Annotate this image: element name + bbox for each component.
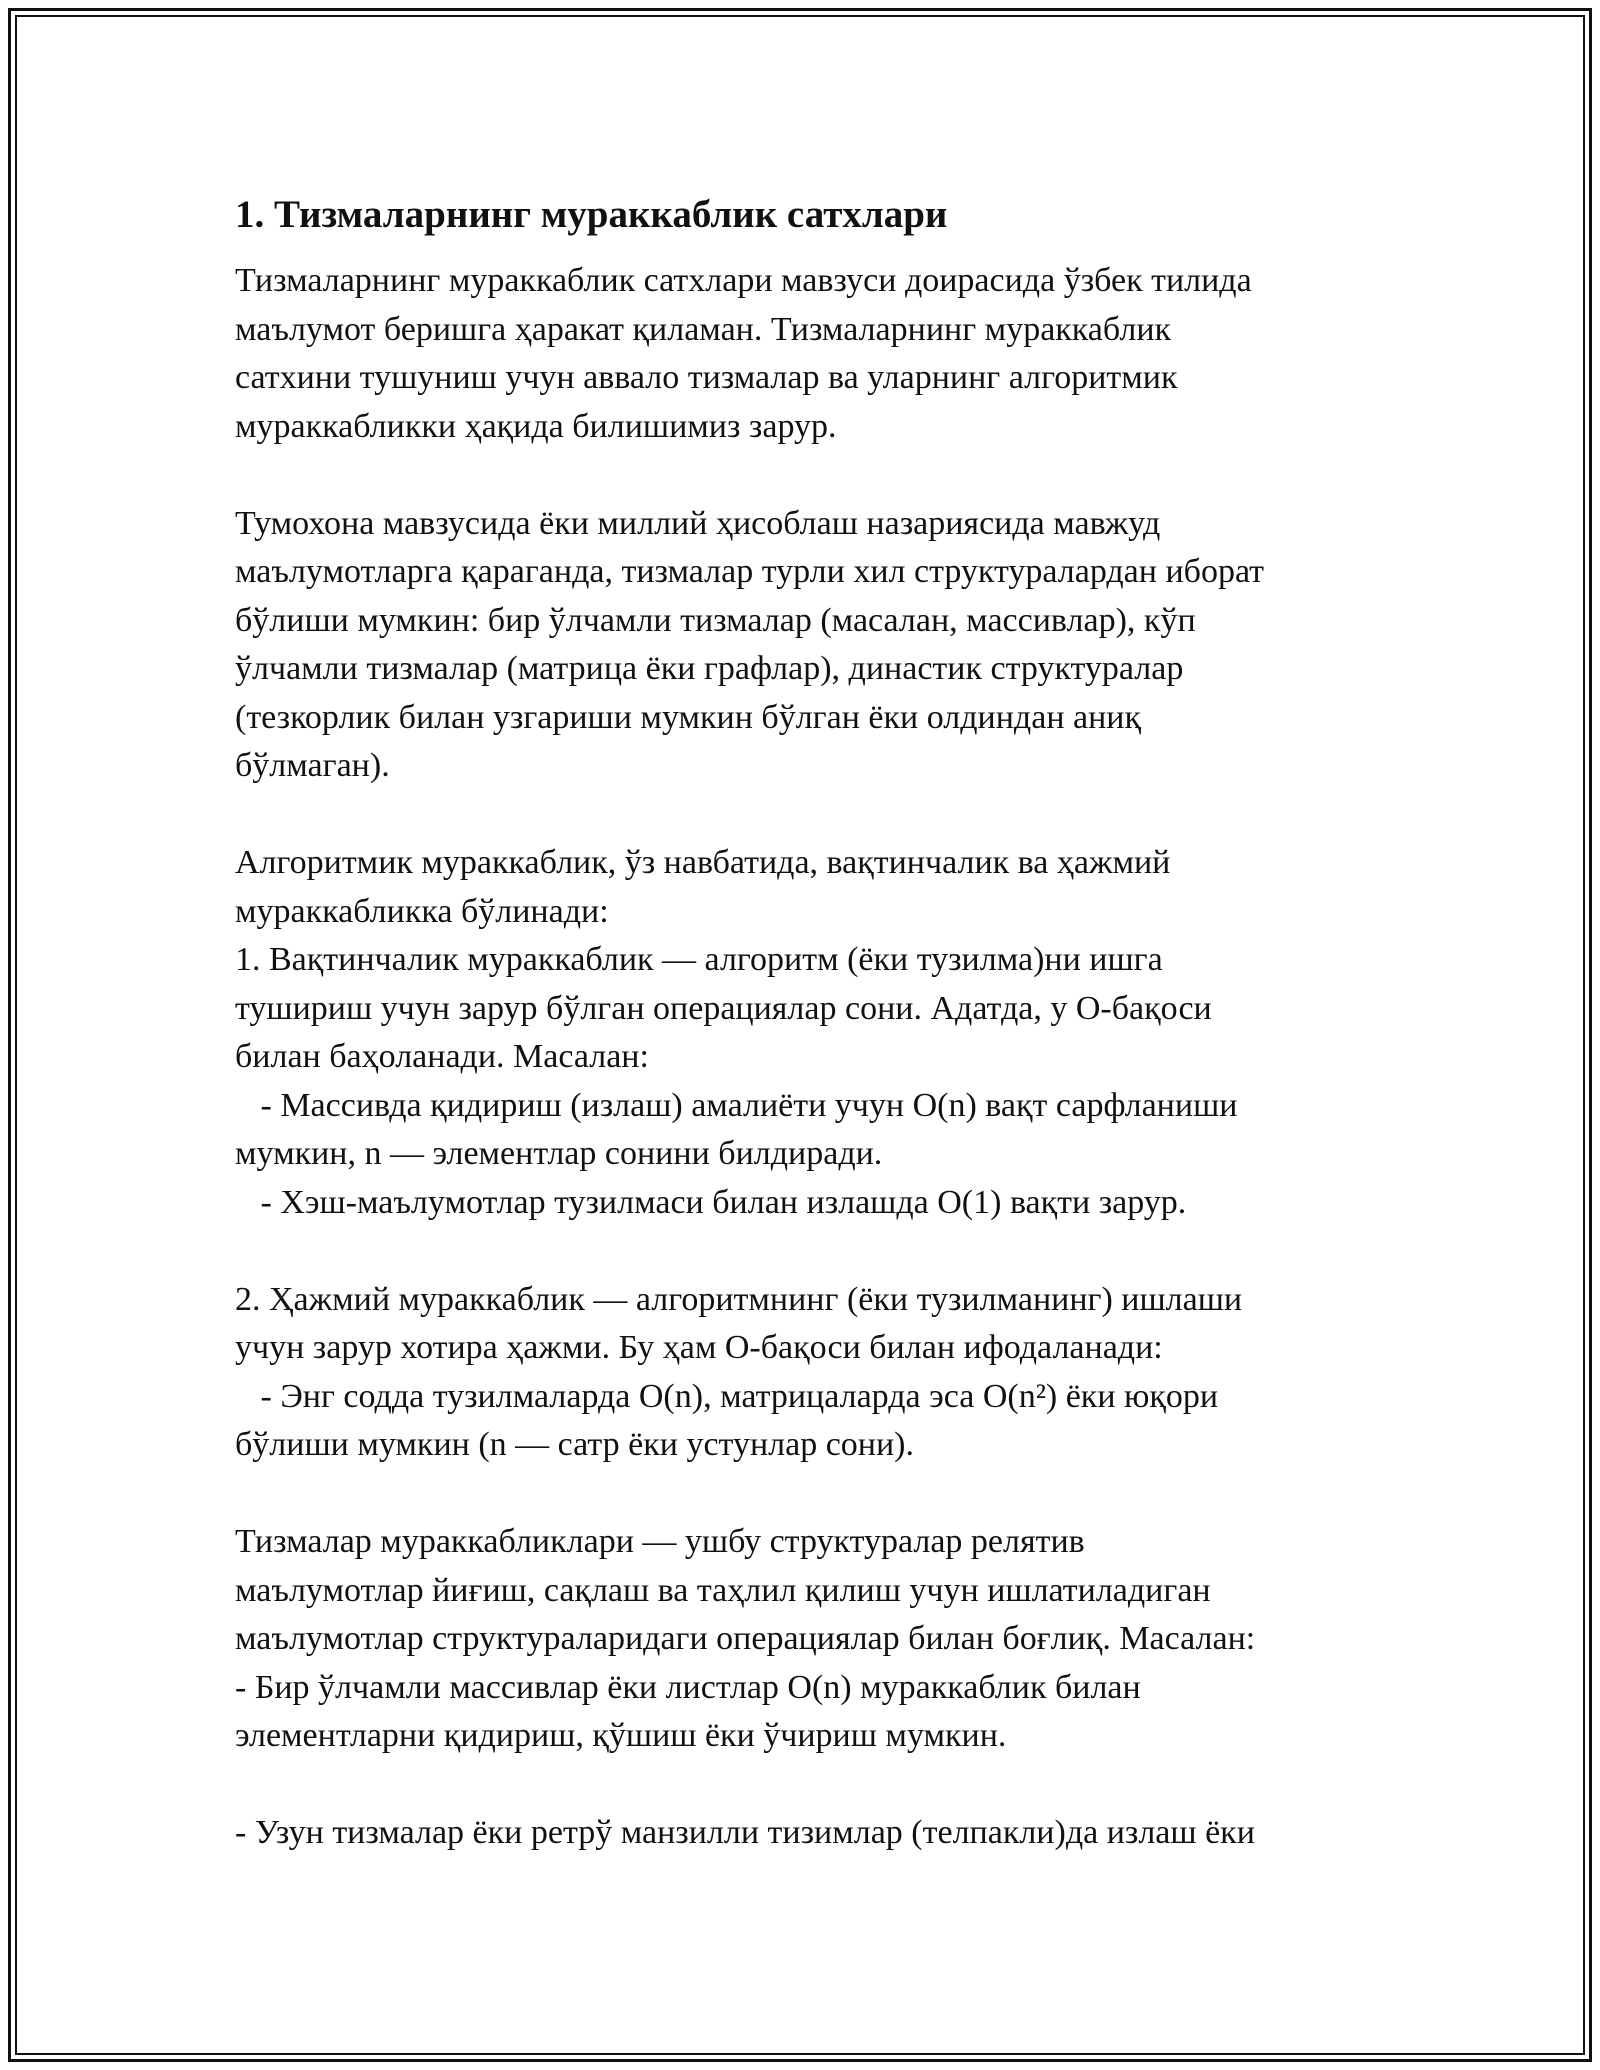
text-line: - Энг содда тузилмаларда O(n), матрицаларда эса O(n²) ёки юқори xyxy=(235,1377,1219,1415)
text-line: элементларни қидириш, қўшиш ёки ўчириш мумкин. xyxy=(235,1717,1007,1754)
text-line: (тезкорлик билан узгариши мумкин бўлган ёки олдиндан аниқ xyxy=(235,698,1142,736)
text-line: маълумотлар структураларидаги операциялар билан боғлиқ. Масалан: xyxy=(235,1620,1256,1657)
text-line: мураккабликка бўлинади: xyxy=(235,892,609,930)
text-line: Тизмалар мураккабликлари — ушбу структуралар релятив xyxy=(235,1523,1085,1560)
text-line: бўлиши мумкин: бир ўлчамли тизмалар (масалан, массивлар), кўп xyxy=(235,601,1196,639)
text-line: тушириш учун зарур бўлган операциялар сони. Адатда, у O-бақоси xyxy=(235,989,1212,1027)
paragraph-structure-complexity xyxy=(235,1518,1375,1761)
text-line: - Массивда қидириш (излаш) амалиёти учун O(n) вақт сарфланиши xyxy=(235,1086,1238,1124)
text-line: ўлчамли тизмалар (матрица ёки графлар), династик структуралар xyxy=(235,650,1184,687)
text-line: маълумот беришга ҳаракат қиламан. Тизмаларнинг мураккаблик xyxy=(235,310,1172,348)
text-line: бўлиши мумкин (n — сатр ёки устунлар сони). xyxy=(235,1426,915,1463)
text-line: 2. Ҳажмий мураккаблик — алгоритмнинг (ёки тузилманинг) ишлаши xyxy=(235,1280,1243,1318)
text-line: - Узун тизмалар ёки ретрў манзилли тизимлар (телпакли)да излаш ёки xyxy=(235,1814,1255,1851)
paragraph-intro xyxy=(235,257,1375,451)
paragraph-long-structures xyxy=(235,1809,1375,1858)
paragraph-structures xyxy=(235,500,1375,791)
text-line: бўлмаган). xyxy=(235,747,390,784)
paragraph-space-complexity xyxy=(235,1276,1375,1470)
paragraph-time-complexity xyxy=(235,839,1375,1227)
text-line: мумкин, n — элементлар сонини билдиради. xyxy=(235,1135,883,1172)
text-line: - Бир ўлчамли массивлар ёки листлар O(n) мураккаблик билан xyxy=(235,1668,1141,1706)
document-page xyxy=(235,185,1375,1906)
text-line: мураккабликки ҳақида билишимиз зарур. xyxy=(235,407,837,445)
text-line: Тумохона мавзусида ёки миллий ҳисоблаш назариясида мавжуд xyxy=(235,504,1161,542)
document-title: 1. Тизмаларнинг мураккаблик сатхлари xyxy=(235,193,948,236)
text-line: учун зарур хотира ҳажми. Бу ҳам O-бақоси билан ифодаланади: xyxy=(235,1329,1163,1366)
text-line: 1. Вақтинчалик мураккаблик — алгоритм (ёки тузилма)ни ишга xyxy=(235,941,1163,978)
text-line: маълумотларга қараганда, тизмалар турли хил структуралардан иборат xyxy=(235,553,1265,590)
text-line: Тизмаларнинг мураккаблик сатхлари мавзуси доирасида ўзбек тилида xyxy=(235,262,1252,299)
text-line: Алгоритмик мураккаблик, ўз навбатида, вақтинчалик ва ҳажмий xyxy=(235,844,1171,881)
text-line: - Хэш-маълумотлар тузилмаси билан излашда O(1) вақти зарур. xyxy=(235,1183,1187,1221)
text-line: сатхини тушуниш учун аввало тизмалар ва уларнинг алгоритмик xyxy=(235,359,1178,396)
text-line: маълумотлар йиғиш, сақлаш ва таҳлил қилиш учун ишлатиладиган xyxy=(235,1571,1211,1609)
text-line: билан баҳоланади. Масалан: xyxy=(235,1038,649,1075)
